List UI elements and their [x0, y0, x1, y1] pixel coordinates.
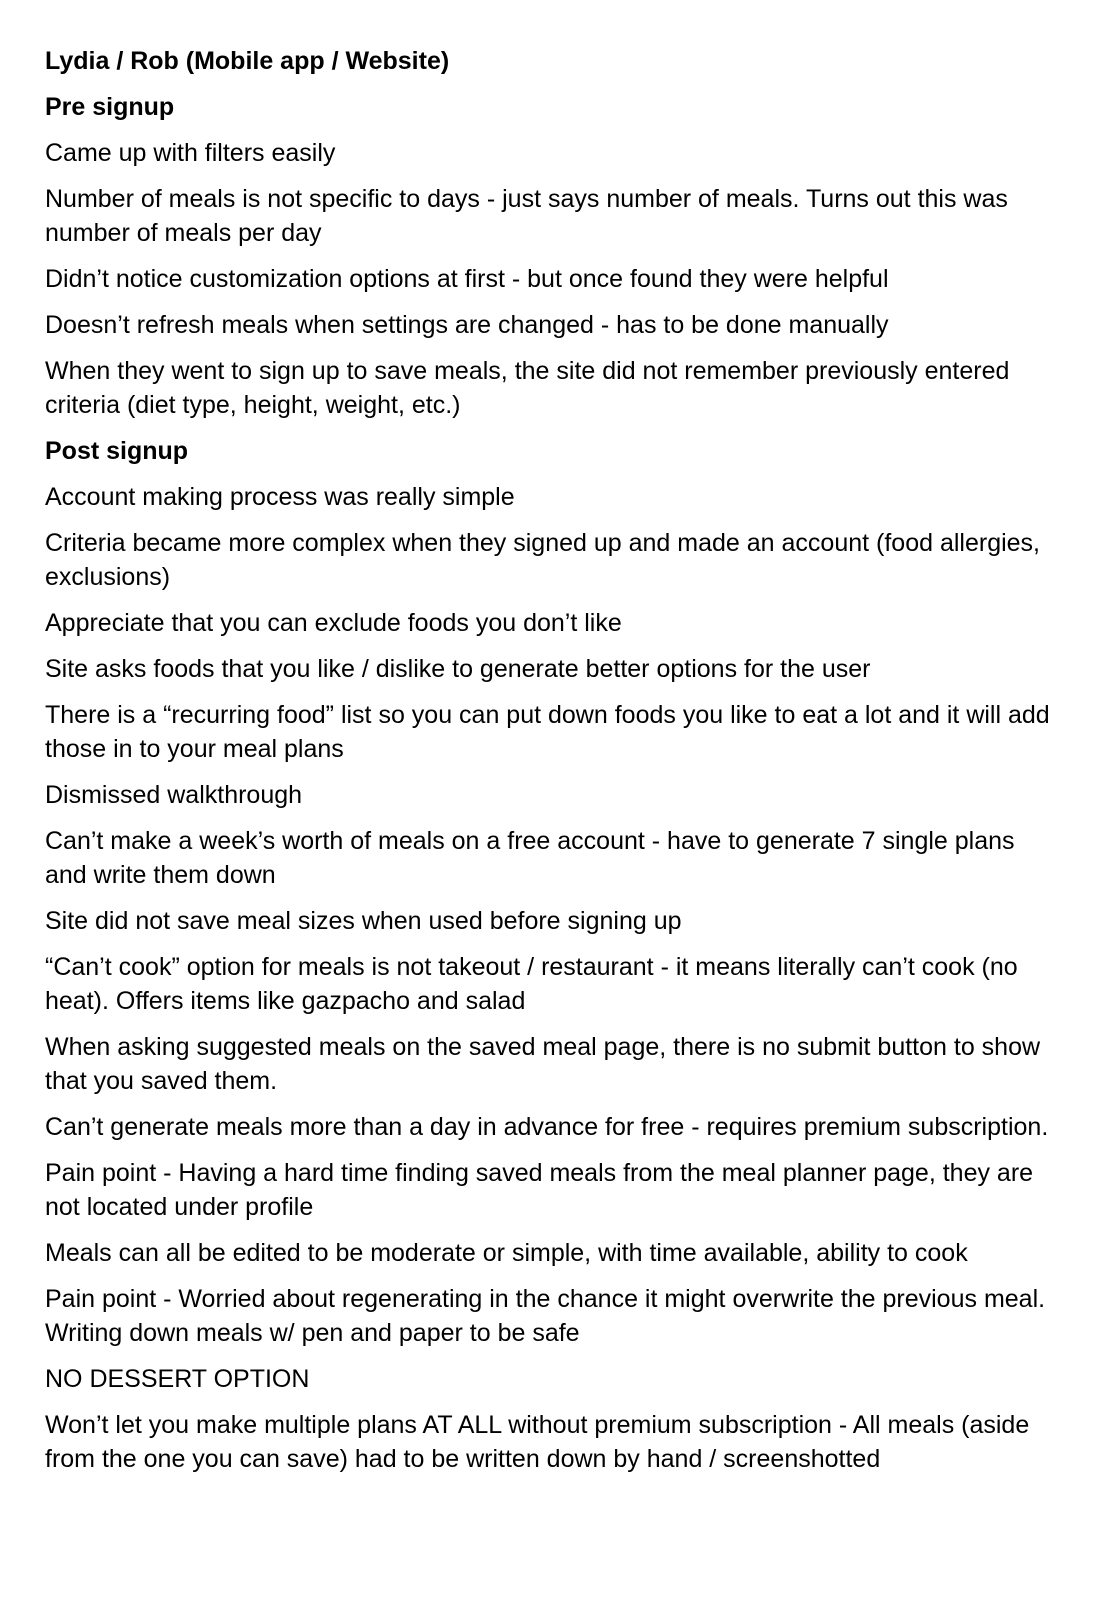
note-item: Can’t make a week’s worth of meals on a free account - have to generate 7 single plans and write them down	[45, 827, 1015, 889]
note-item: Dismissed walkthrough	[45, 781, 303, 809]
section-heading-post-signup: Post signup	[45, 437, 189, 465]
note-item: Can’t generate meals more than a day in advance for free - requires premium subscription.	[45, 1113, 1049, 1141]
note-item: Number of meals is not specific to days - just says number of meals. Turns out this was number of meals per day	[45, 185, 1008, 247]
note-item: There is a “recurring food” list so you can put down foods you like to eat a lot and it will add those in to your meal plans	[45, 701, 1050, 763]
note-item: Didn’t notice customization options at first - but once found they were helpful	[45, 265, 889, 293]
note-item: Pain point - Worried about regenerating in the chance it might overwrite the previous meal. Writing down meals w/ pen and paper to be safe	[45, 1285, 1046, 1347]
note-item: NO DESSERT OPTION	[45, 1365, 310, 1393]
note-item: Site did not save meal sizes when used before signing up	[45, 907, 682, 935]
post-signup-notes	[45, 480, 1060, 1476]
note-item: Site asks foods that you like / dislike to generate better options for the user	[45, 655, 871, 683]
note-item: Doesn’t refresh meals when settings are changed - has to be done manually	[45, 311, 889, 339]
section-heading-pre-signup: Pre signup	[45, 93, 175, 121]
note-item: When they went to sign up to save meals, the site did not remember previously entered criteria (diet type, height, weight, etc.)	[45, 357, 1010, 419]
note-item: When asking suggested meals on the saved meal page, there is no submit button to show that you saved them.	[45, 1033, 1041, 1095]
note-item: Came up with filters easily	[45, 139, 336, 167]
note-item: “Can’t cook” option for meals is not takeout / restaurant - it means literally can’t cook (no heat). Offers items like gazpacho and salad	[45, 953, 1018, 1015]
note-item: Meals can all be edited to be moderate or simple, with time available, ability to cook	[45, 1239, 968, 1267]
note-item: Pain point - Having a hard time finding saved meals from the meal planner page, they are not located under profile	[45, 1159, 1034, 1221]
note-item: Won’t let you make multiple plans AT ALL without premium subscription - All meals (aside from the one you can save) had to be written down by hand / screenshotted	[45, 1411, 1030, 1473]
note-item: Appreciate that you can exclude foods you don’t like	[45, 609, 622, 637]
note-item: Criteria became more complex when they signed up and made an account (food allergies, exclusions)	[45, 529, 1040, 591]
document-title: Lydia / Rob (Mobile app / Website)	[45, 47, 450, 75]
note-item: Account making process was really simple	[45, 483, 515, 511]
pre-signup-notes	[45, 136, 1060, 422]
